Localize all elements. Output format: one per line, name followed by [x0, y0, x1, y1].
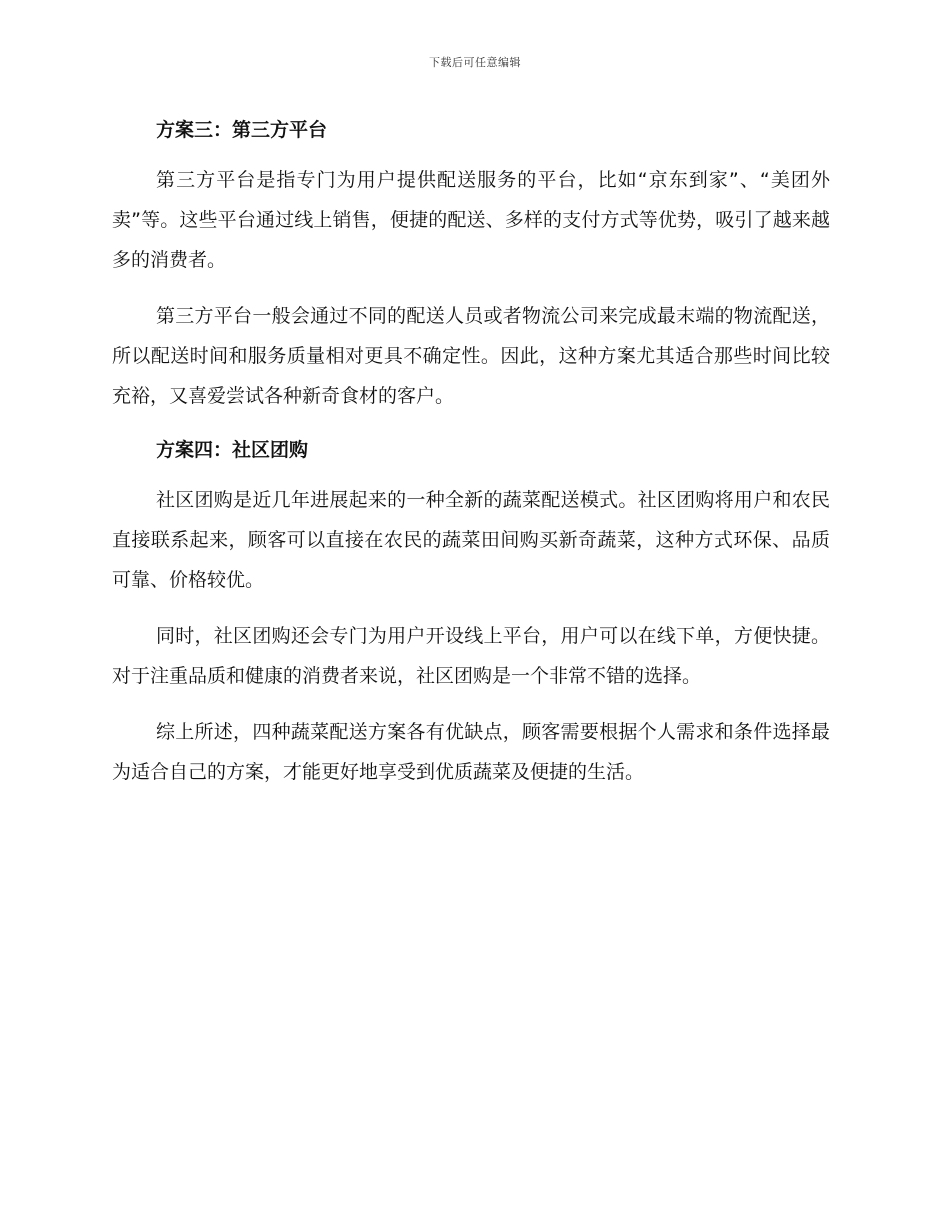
paragraph: 同时，社区团购还会专门为用户开设线上平台，用户可以在线下单，方便快捷。对于注重品质和健康的消费者来说，社区团购是一个非常不错的选择。	[112, 625, 830, 687]
page-header: 下载后可任意编辑	[429, 56, 521, 69]
section-heading-plan-three: 方案三：第三方平台	[156, 119, 328, 141]
section-heading-plan-four: 方案四：社区团购	[156, 439, 309, 461]
document-body	[112, 112, 830, 808]
conclusion-paragraph: 综上所述，四种蔬菜配送方案各有优缺点，顾客需要根据个人需求和条件选择最为适合自己的方案，才能更好地享受到优质蔬菜及便捷的生活。	[112, 721, 830, 783]
paragraph: 第三方平台是指专门为用户提供配送服务的平台，比如“京东到家”、“美团外卖”等。这些平台通过线上销售，便捷的配送、多样的支付方式等优势，吸引了越来越多的消费者。	[112, 169, 830, 271]
paragraph: 社区团购是近几年进展起来的一种全新的蔬菜配送模式。社区团购将用户和农民直接联系起来，顾客可以直接在农民的蔬菜田间购买新奇蔬菜，这种方式环保、品质可靠、价格较优。	[112, 489, 830, 591]
paragraph: 第三方平台一般会通过不同的配送人员或者物流公司来完成最末端的物流配送，所以配送时间和服务质量相对更具不确定性。因此，这种方案尤其适合那些时间比较充裕，又喜爱尝试各种新奇食材的客户。	[112, 305, 830, 407]
